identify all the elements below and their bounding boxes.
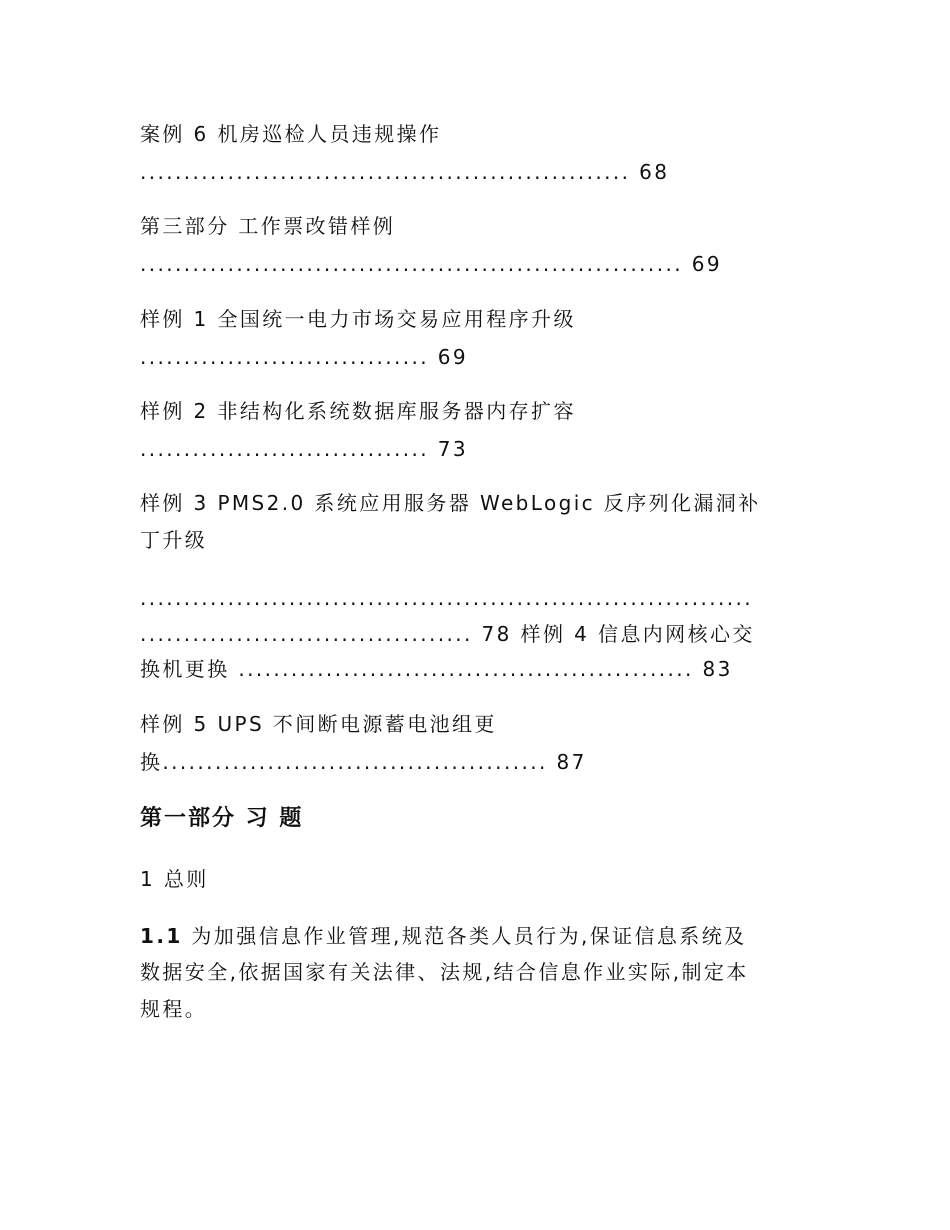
toc-entry-leader: ........................................................ 68	[140, 160, 670, 184]
toc-entry-title[interactable]: 样例 5 UPS 不间断电源蓄电池组更	[140, 712, 497, 736]
clause-number: 1.1	[140, 924, 183, 948]
clause-text: 数据安全,依据国家有关法律、法规,结合信息作业实际,制定本	[140, 960, 749, 984]
clause-line	[140, 924, 747, 948]
toc-entry-leader: ......................................................................	[140, 586, 754, 610]
clause-text: 规程。	[140, 997, 208, 1021]
toc-entry-title[interactable]: 样例 2 非结构化系统数据库服务器内存扩容	[140, 399, 576, 423]
toc-entry-leader[interactable]: ...................................... 78 样例 4 信息内网核心交	[140, 622, 755, 646]
toc-entry-leader[interactable]: 换机更换 .................................................... 83	[140, 657, 733, 681]
toc-entry-leader[interactable]: 换............................................ 87	[140, 750, 587, 774]
toc-entry-leader: .............................................................. 69	[140, 252, 722, 276]
toc-entry-leader: ................................. 69	[140, 345, 469, 369]
section-title: 第一部分 习 题	[140, 806, 304, 831]
toc-entry-title-continued[interactable]: 丁升级	[140, 528, 208, 552]
subsection-title: 1 总则	[140, 867, 209, 891]
toc-entry-title[interactable]: 样例 1 全国统一电力市场交易应用程序升级	[140, 307, 576, 331]
clause-text: 为加强信息作业管理,规范各类人员行为,保证信息系统及	[182, 924, 747, 948]
toc-entry-title[interactable]: 案例 6 机房巡检人员违规操作	[140, 122, 442, 146]
toc-entry-title[interactable]: 样例 3 PMS2.0 系统应用服务器 WebLogic 反序列化漏洞补	[140, 491, 761, 515]
toc-entry-leader: ................................. 73	[140, 437, 469, 461]
toc-entry-title[interactable]: 第三部分 工作票改错样例	[140, 214, 396, 238]
